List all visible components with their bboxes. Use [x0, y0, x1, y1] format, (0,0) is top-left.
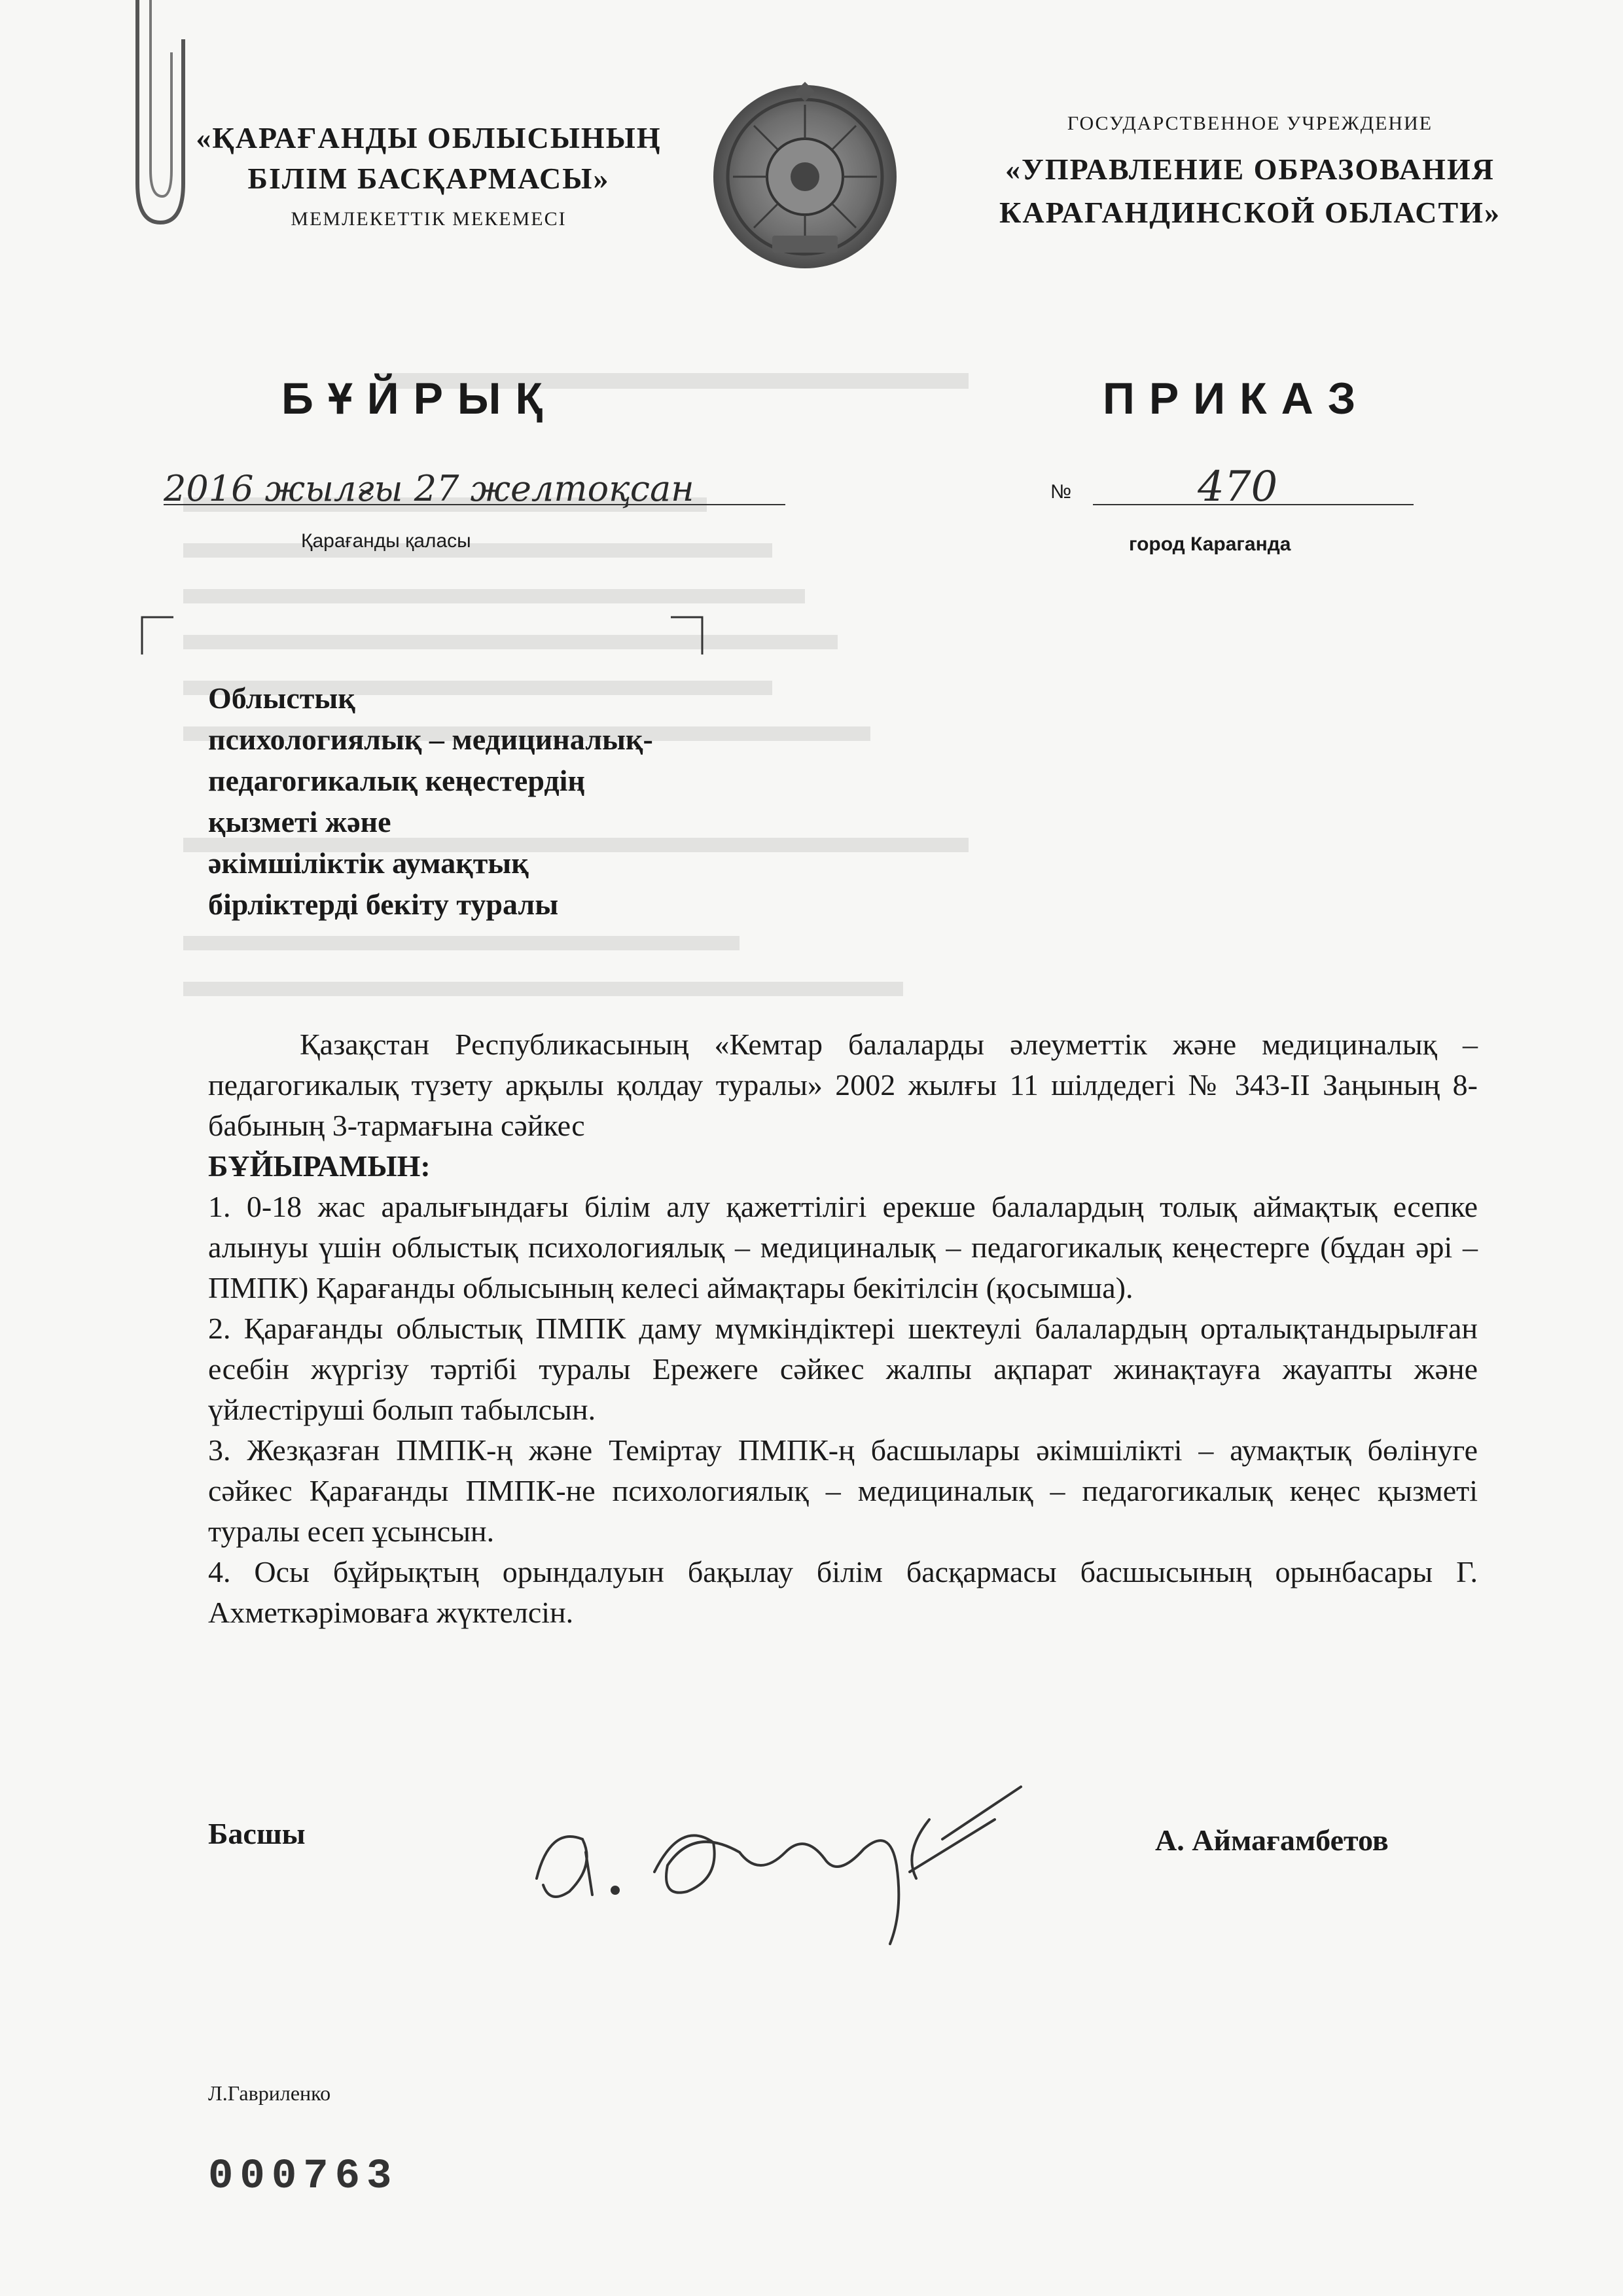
handwritten-signature: [524, 1780, 1060, 1950]
header-kz-line2: БІЛІМ БАСҚАРМАСЫ»: [247, 162, 610, 195]
order-item-3: 3. Жезқазған ПМПК-ң және Теміртау ПМПК-ң басшылары әкімшілікті – аумақтық бөлінуге сәйкес Қарағанды ПМПК-не психологиялық – медициналық – педагогикалық кеңес қызметі туралы есеп ұсынсын.: [208, 1433, 1478, 1548]
header-russian: [955, 113, 1544, 234]
subject-line: қызметі және: [208, 805, 391, 838]
order-title-ru: ПРИКАЗ: [1103, 374, 1370, 423]
order-number-label: №: [1050, 481, 1072, 503]
subject-line: бірліктерді бекіту туралы: [208, 888, 559, 921]
header-ru-line3: КАРАГАНДИНСКОЙ ОБЛАСТИ»: [999, 196, 1501, 229]
city-kz: Қарағанды қаласы: [301, 530, 471, 552]
executor-name: Л.Гавриленко: [208, 2081, 331, 2105]
header-ru-line1: ГОСУДАРСТВЕННОЕ УЧРЕЖДЕНИЕ: [1067, 113, 1433, 134]
city-ru: город Караганда: [1129, 533, 1291, 555]
order-body: [208, 1024, 1478, 1633]
header-kz-line1: «ҚАРАҒАНДЫ ОБЛЫСЫНЫҢ: [196, 121, 662, 154]
order-item-2: 2. Қарағанды облыстық ПМПК даму мүмкіндіктері шектеулі балалардың орталықтандырылған есебін жүргізу тәртібі туралы Ережеге сәйкес жалпы ақпарат жинақтауға жауапты және үйлестіруші болып табылсын.: [208, 1312, 1478, 1426]
subject-line: педагогикалық кеңестердің: [208, 764, 585, 797]
order-date-text: 2016 жылғы 27 желтоқсан: [164, 468, 694, 509]
order-subject: [208, 677, 797, 925]
order-title-kz: БҰЙРЫҚ: [281, 374, 557, 423]
order-number-handwritten: [1198, 458, 1329, 511]
signatory-name: А. Аймағамбетов: [1155, 1823, 1389, 1857]
header-kz-line3: МЕМЛЕКЕТТІК МЕКЕМЕСІ: [291, 208, 567, 230]
command-word: БҰЙЫРАМЫН:: [208, 1149, 431, 1183]
date-underline: [164, 504, 785, 505]
header-ru-line2: «УПРАВЛЕНИЕ ОБРАЗОВАНИЯ: [1005, 152, 1495, 186]
preamble: Қазақстан Республикасының «Кемтар балаларды әлеуметтік және медициналық – педагогикалық түзету арқылы қолдау туралы» 2002 жылғы 11 шілдедегі № 343-ІІ Заңының 8-бабының 3-тармағына сәйкес: [208, 1028, 1478, 1142]
subject-line: психологиялық – медициналық-: [208, 723, 653, 756]
order-number-text: 470: [1198, 463, 1278, 511]
subject-line: Облыстық: [208, 681, 355, 715]
subject-corner-brackets: [134, 612, 710, 658]
header-kazakh: [151, 118, 707, 230]
subject-line: әкімшіліктік аумақтық: [208, 846, 529, 880]
order-item-1: 1. 0-18 жас аралығындағы білім алу қажеттілігі ерекше балалардың толық аймақтық есепке алынуы үшін облыстық психологиялық – медициналық – педагогикалық кеңестерге (бұдан әрі – ПМПК) Қарағанды облысының келесі аймақтары бекітілсін (қосымша).: [208, 1190, 1478, 1304]
order-item-4: 4. Осы бұйрықтың орындалуын бақылау білім басқармасы басшысының орынбасары Г. Ахметкәрімоваға жүктелсін.: [208, 1555, 1478, 1629]
state-emblem-icon: [707, 79, 903, 275]
number-underline: [1093, 504, 1414, 505]
signatory-role: Басшы: [208, 1817, 306, 1850]
serial-number: 000763: [208, 2153, 399, 2200]
